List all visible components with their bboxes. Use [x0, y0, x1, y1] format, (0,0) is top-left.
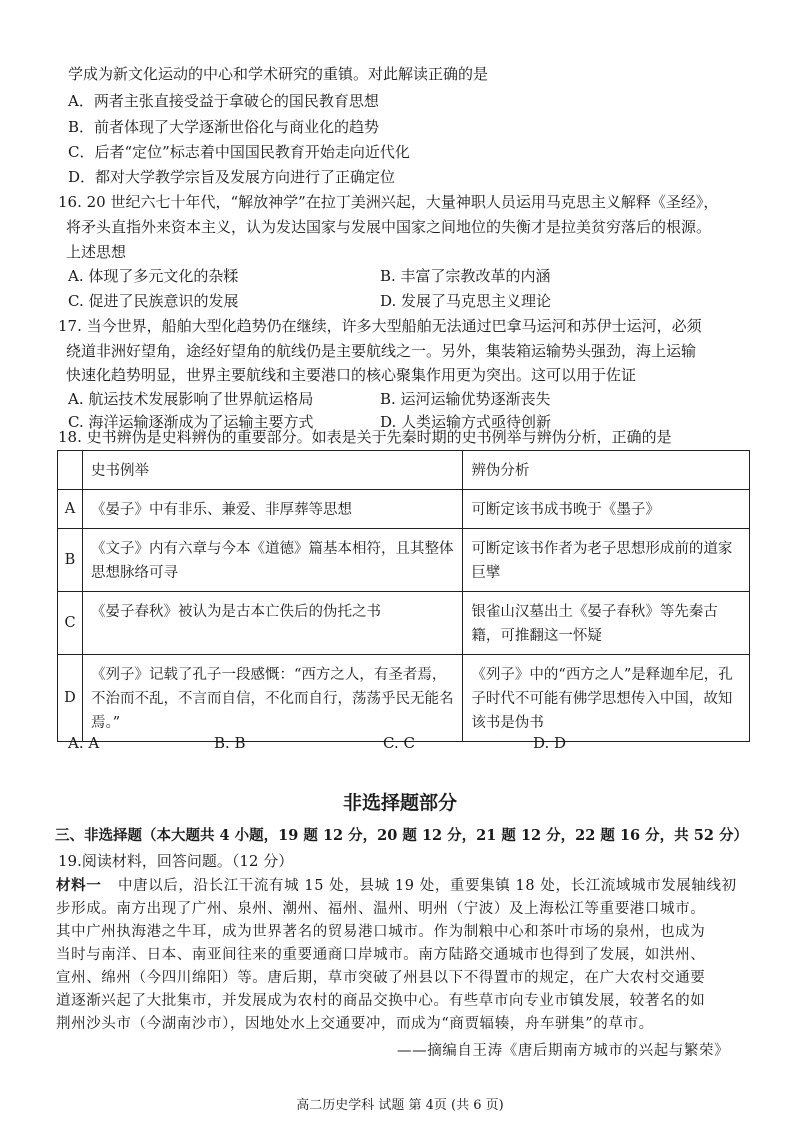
q18-table [57, 450, 750, 742]
row-analysis: 银雀山汉墓出土《晏子春秋》等先秦古籍，可推翻这一怀疑 [463, 592, 750, 655]
q17-option-b: B. 运河运输优势逐渐丧失 [380, 390, 551, 408]
row-label: A [58, 490, 83, 529]
material-line-1: 中唐以后，沿长江干流有城 15 处，县城 19 处，重要集镇 18 处，长江流域城市发展轴线初 [118, 878, 737, 894]
q16-option-c: C. 促进了民族意识的发展 [68, 292, 239, 310]
row-analysis: 可断定该书作者为老子思想形成前的道家巨擘 [463, 529, 750, 592]
q16-stem-line-3: 上述思想 [66, 243, 127, 261]
q15-option-d: D．都对大学教学宗旨及发展方向进行了正确定位 [68, 168, 396, 186]
row-example: 《晏子》中有非乐、兼爱、非厚葬等思想 [82, 490, 462, 529]
q17-option-d: D. 人类运输方式亟待创新 [380, 413, 552, 431]
row-label: D [58, 655, 83, 742]
q17-stem-line-3: 快速化趋势明显，世界主要航线和主要港口的核心聚集作用更为突出。这可以用于佐证 [66, 366, 637, 384]
q16-stem-line-2: 将矛头直指外来资本主义，认为发达国家与发展中国家之间地位的失衡才是拉美贫穷落后的根源。 [66, 218, 712, 236]
q15-stem-continuation: 学成为新文化运动的中心和学术研究的重镇。对此解读正确的是 [68, 65, 489, 83]
q18-option-d: D. D [533, 734, 567, 752]
q16-option-b: B. 丰富了宗教改革的内涵 [380, 267, 551, 285]
q19-stem: 19.阅读材料，回答问题。（12 分） [58, 852, 294, 870]
q18-option-a: A. A [68, 734, 100, 752]
part3-heading: 三、非选择题（本大题共 4 小题，19 题 12 分，20 题 12 分，21 题 12 分，22 题 16 分，共 52 分） [55, 827, 748, 844]
table-header-example: 史书例举 [82, 451, 462, 490]
q17-stem-line-1: 17. 当今世界，船舶大型化趋势仍在继续，许多大型船舶无法通过巴拿马运河和苏伊士运河，必须 [58, 317, 702, 335]
material-line-2: 步形成。南方出现了广州、泉州、潮州、福州、温州、明州（宁波）及上海松江等重要港口城市。 [56, 901, 706, 917]
table-row [58, 592, 750, 655]
q17-stem-line-2: 绕道非洲好望角，途经好望角的航线仍是主要航线之一。另外，集装箱运输势头强劲，海上运输 [66, 342, 697, 360]
q16-stem-line-1: 16. 20 世纪六七十年代，“解放神学”在拉丁美洲兴起，大量神职人员运用马克思主义解释《圣经》， [58, 193, 719, 211]
material-label: 材料一 [56, 877, 102, 894]
q15-option-b: B．前者体现了大学逐渐世俗化与商业化的趋势 [68, 118, 380, 136]
table-row [58, 655, 750, 742]
material-line-3: 其中广州执海港之牛耳，成为世界著名的贸易港口城市。作为制粮中心和茶叶市场的泉州，也成为 [56, 924, 706, 940]
row-label: B [58, 529, 83, 592]
material-source: ——摘编自王涛《唐后期南方城市的兴起与繁荣》 [397, 1043, 730, 1059]
row-example: 《晏子春秋》被认为是古本亡佚后的伪托之书 [82, 592, 462, 655]
q16-option-a: A. 体现了多元文化的杂糅 [68, 267, 239, 285]
row-label: C [58, 592, 83, 655]
q15-option-a: A．两者主张直接受益于拿破仑的国民教育思想 [68, 92, 379, 110]
q15-option-c: C．后者“定位”标志着中国国民教育开始走向近代化 [68, 143, 410, 161]
row-example: 《列子》记载了孔子一段感慨：“西方之人，有圣者焉，不治而不乱，不言而自信，不化而自行，荡荡乎民无能名焉。” [82, 655, 462, 742]
table-header-blank [58, 451, 83, 490]
q16-option-d: D. 发展了马克思主义理论 [380, 292, 552, 310]
row-analysis: 可断定该书成书晚于《墨子》 [463, 490, 750, 529]
page-footer: 高二历史学科 试题 第 4页 (共 6 页) [296, 1098, 504, 1113]
table-header-row [58, 451, 750, 490]
table-row [58, 529, 750, 592]
row-analysis: 《列子》中的“西方之人”是释迦牟尼，孔子时代不可能有佛学思想传入中国，故知该书是伪书 [463, 655, 750, 742]
material-line-7: 荆州沙头市（今湖南沙市），因地处水上交通要冲，而成为“商贾辐辏，舟车骈集”的草市。 [56, 1016, 654, 1032]
table-header-analysis: 辨伪分析 [463, 451, 750, 490]
q17-option-a: A. 航运技术发展影响了世界航运格局 [68, 390, 314, 408]
row-example: 《文子》内有六章与今本《道德》篇基本相符，且其整体思想脉络可寻 [82, 529, 462, 592]
q17-option-c: C. 海洋运输逐渐成为了运输主要方式 [68, 413, 314, 431]
section-title: 非选择题部分 [342, 792, 457, 814]
q18-stem: 18. 史书辨伪是史料辨伪的重要部分。如表是关于先秦时期的史书例举与辨伪分析，正确的是 [58, 428, 672, 446]
material-line-5: 宣州、绵州（今四川绵阳）等。唐后期，草市突破了州县以下不得置市的规定，在广大农村交通要 [56, 970, 706, 986]
table-row [58, 490, 750, 529]
q18-option-b: B. B [214, 734, 246, 752]
material-line-6: 道逐渐兴起了大批集市，并发展成为农村的商品交换中心。有些草市向专业市镇发展，较著名的如 [56, 993, 706, 1009]
material-line-4: 当时与南洋、日本、南亚间往来的重要通商口岸城市。南方陆路交通城市也得到了发展，如洪州、 [56, 947, 706, 963]
q18-option-c: C. C [383, 734, 415, 752]
